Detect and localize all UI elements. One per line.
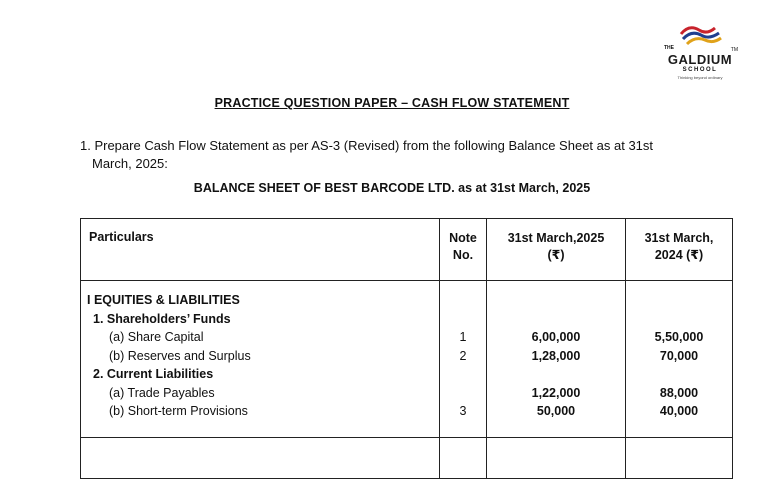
logo-tagline: Thinking beyond ordinary [677,75,723,80]
row-amount-2025 [487,310,625,329]
header-2024-line2: 2024 (₹) [654,248,704,262]
row-particulars: (b) Reserves and Surplus [109,348,251,363]
header-2025-line2: (₹) [547,248,565,262]
balance-sheet-table [80,218,733,479]
row-amount-2024 [626,291,732,310]
row-note: 2 [459,348,467,363]
amount-2024-column [626,281,733,438]
table-continuation-row [81,438,733,479]
empty-cell [81,438,440,479]
balance-sheet-title: BALANCE SHEET OF BEST BARCODE LTD. as at 31st March, 2025 [193,181,591,195]
page-title: PRACTICE QUESTION PAPER – CASH FLOW STATEMENT [214,96,570,110]
header-2025 [487,219,626,281]
row-note: 1 [459,330,467,344]
row-note [440,291,486,310]
logo-swoosh-icon [675,22,725,48]
question-text [80,137,680,173]
table-header-row [81,219,733,281]
row-amount-2024 [626,365,732,384]
row-amount-2025 [487,365,625,384]
empty-cell [626,438,733,479]
logo-school: SCHOOL [682,67,718,73]
empty-cell [440,438,487,479]
row-amount-2025: 50,000 [536,404,576,418]
logo-name: GALDIUM [667,52,733,67]
table-body-row [81,281,733,438]
header-note-line2: No. [452,248,474,262]
row-amount-2025: 6,00,000 [531,330,581,344]
row-note [440,310,486,329]
header-2024-line1: 31st March, [644,231,714,245]
row-note: 3 [459,404,467,418]
row-amount-2024: 5,50,000 [654,330,704,344]
logo-the: THE [664,45,674,51]
logo-tm: TM [730,47,738,53]
question-line-1: 1. Prepare Cash Flow Statement as per AS-3 (Revised) from the following Balance Sheet as at 31st [80,138,654,153]
header-note-line1: Note [449,231,477,245]
school-logo [660,22,740,92]
row-amount-2024: 70,000 [659,348,699,363]
amount-2025-column [487,281,626,438]
row-particulars: (b) Short-term Provisions [109,404,248,418]
note-column [440,281,487,438]
header-note [440,219,487,281]
question-line-2: March, 2025: [92,156,168,171]
header-2025-line1: 31st March,2025 [507,231,605,245]
row-amount-2025 [487,291,625,310]
header-particulars: Particulars [81,219,440,281]
row-particulars: (a) Share Capital [109,330,204,344]
row-particulars: (a) Trade Payables [109,385,215,400]
row-amount-2024: 88,000 [659,385,699,400]
row-amount-2024: 40,000 [659,404,699,418]
row-particulars: 2. Current Liabilities [93,367,214,381]
row-note [440,365,486,384]
particulars-column [81,281,440,438]
row-particulars: I EQUITIES & LIABILITIES [87,293,240,307]
empty-cell [487,438,626,479]
row-amount-2025: 1,28,000 [531,348,581,363]
row-amount-2024 [626,310,732,329]
row-particulars: 1. Shareholders’ Funds [93,311,231,326]
row-amount-2025: 1,22,000 [531,385,581,400]
header-2024 [626,219,733,281]
row-note [440,384,486,403]
